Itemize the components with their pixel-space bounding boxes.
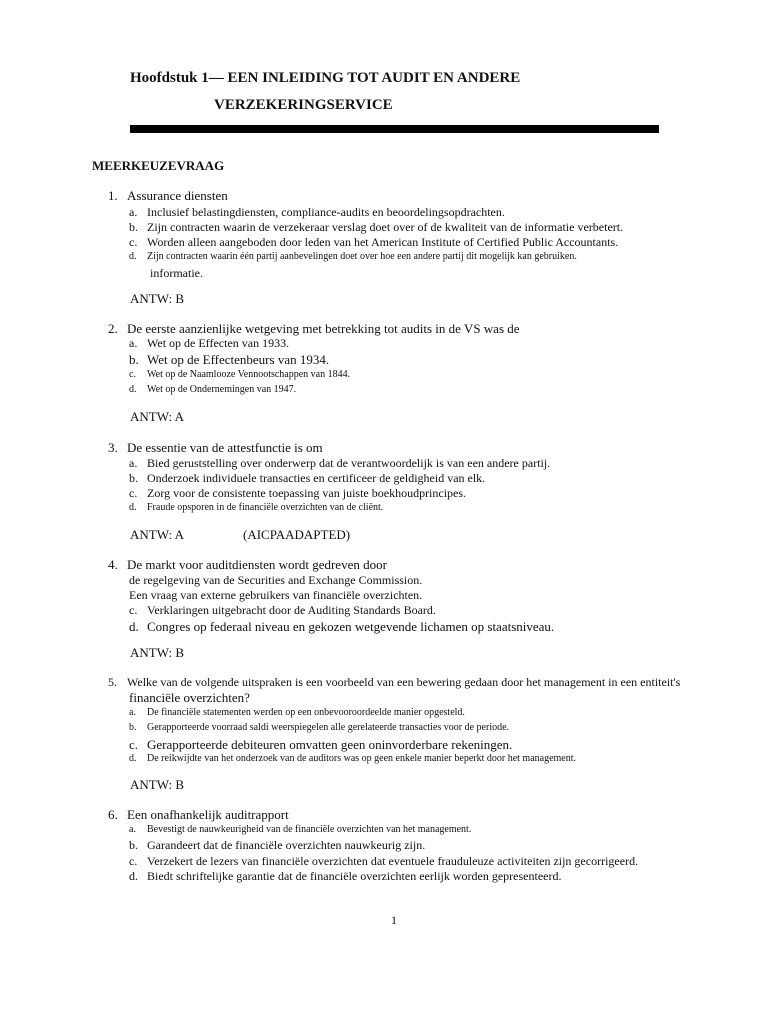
option-1a	[129, 205, 526, 220]
question-2	[108, 321, 520, 337]
option-letter: c.	[129, 737, 139, 752]
option-text: Wet op de Naamlooze Vennootschappen van 1844.	[147, 369, 351, 380]
option-4c	[129, 603, 436, 618]
option-text: Wet op de Effectenbeurs van 1934.	[147, 352, 330, 367]
option-letter: c.	[129, 486, 138, 500]
option-letter: b.	[129, 471, 138, 485]
question-number: 1.	[108, 188, 118, 203]
option-text: Verzekert de lezers van financiële overzichten dat eventuele frauduleuze activiteiten zijn gecorrigeerd.	[147, 854, 639, 868]
option-4b	[129, 588, 422, 603]
option-text: Bevestigt de nauwkeurigheid van de financiële overzichten van het management.	[147, 824, 472, 835]
option-text: Bied geruststelling over onderwerp dat de verantwoordelijk is van een andere partij.	[147, 456, 551, 470]
answer-3-note: (AICPAADAPTED)	[243, 527, 351, 542]
option-text: Garandeert dat de financiële overzichten nauwkeurig zijn.	[147, 838, 426, 852]
option-1d-continuation: informatie.	[150, 266, 203, 280]
option-3b	[129, 471, 485, 486]
option-2b	[129, 352, 329, 368]
option-letter: d.	[129, 384, 137, 395]
option-6d	[129, 869, 561, 884]
page-number: 1	[391, 913, 397, 927]
option-3a	[129, 456, 550, 471]
option-1b	[129, 220, 623, 235]
option-letter: c.	[129, 235, 138, 249]
option-6c	[129, 854, 638, 869]
option-text: Congres op federaal niveau en gekozen wetgevende lichamen op staatsniveau.	[147, 619, 555, 634]
option-text: Zijn contracten waarin de verzekeraar verslag doet over of de kwaliteit van de informatie verbetert.	[147, 220, 624, 234]
option-text: Wet op de Effecten van 1933.	[147, 336, 290, 350]
option-2d	[129, 384, 296, 395]
option-4a	[129, 573, 422, 588]
answer-5: ANTW: B	[130, 777, 185, 792]
option-3d	[129, 502, 383, 513]
question-4	[108, 557, 387, 573]
option-1c	[129, 235, 618, 250]
question-text: De markt voor auditdiensten wordt gedreven door	[127, 557, 387, 572]
option-letter: b.	[129, 352, 139, 367]
option-5c	[129, 737, 512, 753]
option-1d	[129, 251, 577, 262]
option-text: Zorg voor de consistente toepassing van juiste boekhoudprincipes.	[147, 486, 467, 500]
option-text: Onderzoek individuele transacties en certificeer de geldigheid van elk.	[147, 471, 486, 485]
answer-4: ANTW: B	[130, 645, 185, 660]
option-letter: d.	[129, 502, 137, 513]
question-text: De eerste aanzienlijke wetgeving met betrekking tot audits in de VS was de	[127, 321, 520, 336]
option-text: Gerapporteerde voorraad saldi weerspiegelen alle gerelateerde transacties voor de periode.	[147, 722, 510, 733]
option-letter: c.	[129, 603, 138, 617]
option-2a	[129, 336, 289, 351]
option-letter: d.	[129, 753, 137, 764]
option-text: Verklaringen uitgebracht door de Auditing Standards Board.	[147, 603, 436, 617]
option-letter: d.	[129, 869, 138, 883]
option-text: de regelgeving van de Securities and Exchange Commission.	[129, 573, 423, 587]
option-letter: a.	[129, 707, 136, 718]
question-number: 5.	[108, 675, 117, 689]
option-5d	[129, 753, 576, 764]
option-letter: c.	[129, 854, 138, 868]
option-5a	[129, 707, 465, 718]
section-title: MEERKEUZEVRAAG	[92, 158, 225, 173]
option-6a	[129, 824, 471, 835]
option-text: Zijn contracten waarin één partij aanbevelingen doet over hoe een andere partij dit mogelijk kan gebruiken.	[147, 251, 577, 262]
option-letter: a.	[129, 456, 138, 470]
question-5	[108, 675, 680, 690]
question-number: 6.	[108, 807, 118, 822]
option-letter: b.	[129, 838, 138, 852]
option-letter: a.	[129, 824, 136, 835]
option-letter: a.	[129, 205, 138, 219]
option-text: De financiële statementen werden op een onbevooroordeelde manier opgesteld.	[147, 707, 465, 718]
question-1	[108, 188, 228, 204]
option-text: Biedt schriftelijke garantie dat de financiële overzichten eerlijk worden gepresenteerd.	[147, 869, 562, 883]
answer-2: ANTW: A	[130, 409, 185, 424]
option-text: Inclusief belastingdiensten, compliance-audits en beoordelingsopdrachten.	[147, 205, 505, 219]
option-letter: b.	[129, 220, 138, 234]
title-line-1: Hoofdstuk 1— EEN INLEIDING TOT AUDIT EN ANDERE	[130, 70, 521, 86]
answer-3: ANTW: A	[130, 527, 185, 542]
question-3	[108, 440, 323, 456]
question-number: 3.	[108, 440, 118, 455]
option-letter: b.	[129, 722, 137, 733]
question-text: De essentie van de attestfunctie is om	[127, 440, 323, 455]
title-line-2: VERZEKERINGSERVICE	[214, 97, 393, 113]
option-letter: d.	[129, 251, 137, 262]
option-2c	[129, 369, 350, 380]
option-text: Fraude opsporen in de financiële overzichten van de cliënt.	[147, 502, 384, 513]
title-rule	[130, 125, 659, 133]
question-number: 2.	[108, 321, 118, 336]
option-letter: a.	[129, 336, 138, 350]
option-5b	[129, 722, 509, 733]
question-text: Een onafhankelijk auditrapport	[127, 807, 289, 822]
option-4d	[129, 619, 554, 635]
option-letter: c.	[129, 369, 136, 380]
question-number: 4.	[108, 557, 118, 572]
option-text: Worden alleen aangeboden door leden van het American Institute of Certified Public Accountants.	[147, 235, 619, 249]
option-letter: d.	[129, 619, 139, 634]
option-text: Gerapporteerde debiteuren omvatten geen oninvorderbare rekeningen.	[147, 737, 513, 752]
answer-1: ANTW: B	[130, 291, 185, 306]
option-text: Een vraag van externe gebruikers van financiële overzichten.	[129, 588, 423, 602]
question-5-continuation: financiële overzichten?	[129, 690, 250, 705]
option-3c	[129, 486, 466, 501]
option-text: Wet op de Ondernemingen van 1947.	[147, 384, 297, 395]
question-text: Welke van de volgende uitspraken is een voorbeeld van een bewering gedaan door het management in een entiteit's	[127, 675, 681, 689]
option-text: De reikwijdte van het onderzoek van de auditors was op geen enkele manier beperkt door het management.	[147, 753, 577, 764]
question-text: Assurance diensten	[127, 188, 228, 203]
option-6b	[129, 838, 425, 853]
question-6	[108, 807, 289, 823]
